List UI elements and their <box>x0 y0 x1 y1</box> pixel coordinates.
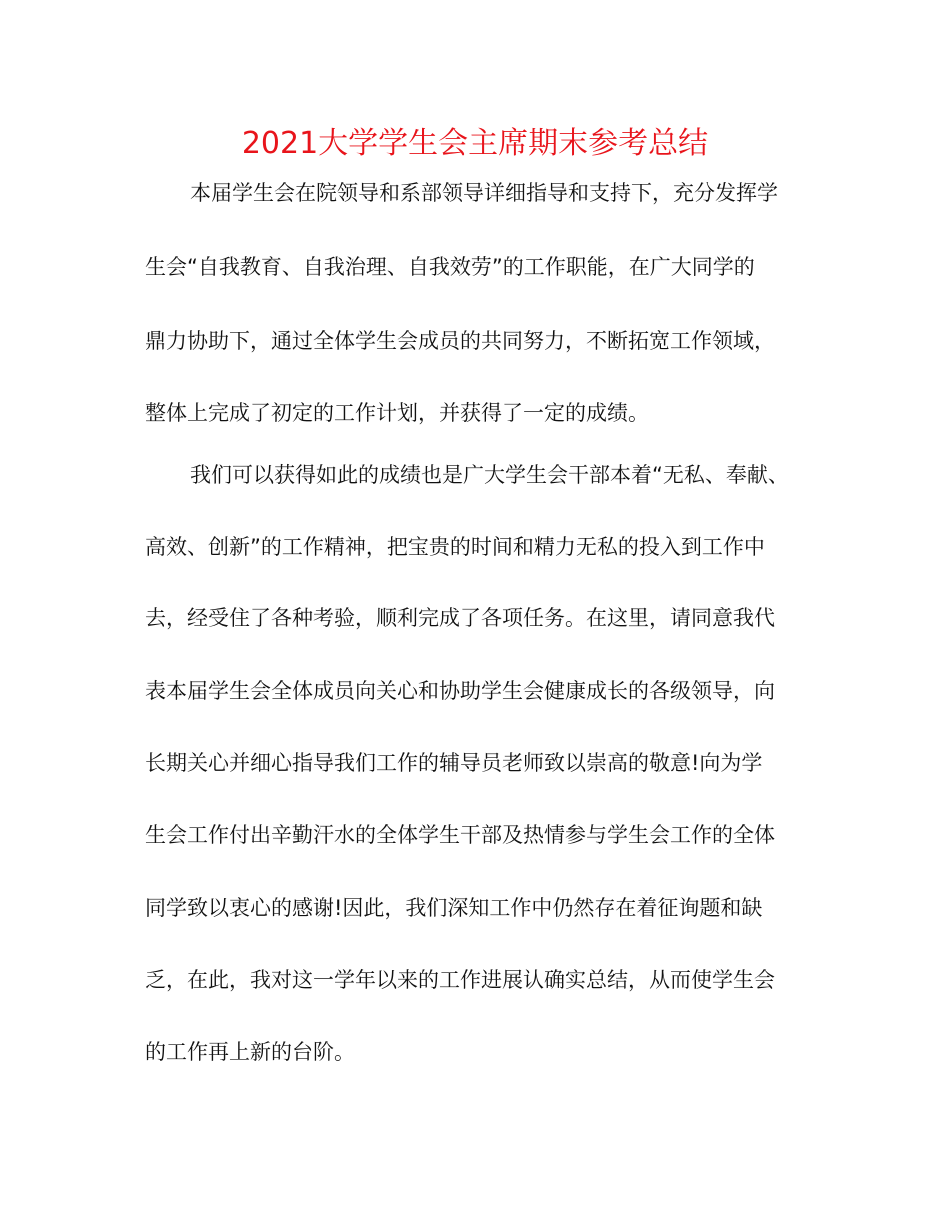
paragraph-2-line-4: 表本届学生会全体成员向关心和协助学生会健康成长的各级领导，向 <box>145 679 775 703</box>
paragraph-2-line-1: 我们可以获得如此的成绩也是广大学生会干部本着“无私、奉献、 <box>190 463 789 487</box>
paragraph-2-line-7: 同学致以衷心的感谢!因此，我们深知工作中仍然存在着征询题和缺 <box>145 896 763 920</box>
paragraph-1-line-1: 本届学生会在院领导和系部领导详细指导和支持下，充分发挥学 <box>190 181 778 205</box>
document-title: 2021大学学生会主席期末参考总结 <box>241 126 709 161</box>
paragraph-2-line-3: 去，经受住了各种考验，顺利完成了各项任务。在这里，请同意我代 <box>145 606 775 630</box>
paragraph-2-line-6: 生会工作付出辛勤汗水的全体学生干部及热情参与学生会工作的全体 <box>145 823 775 847</box>
paragraph-2-line-9: 的工作再上新的台阶。 <box>145 1040 355 1064</box>
paragraph-2-line-5: 长期关心并细心指导我们工作的辅导员老师致以崇高的敬意!向为学 <box>145 751 763 775</box>
paragraph-2-line-8: 乏，在此，我对这一学年以来的工作进展认确实总结，从而使学生会 <box>145 968 775 992</box>
paragraph-2-line-2: 高效、创新”的工作精神，把宝贵的时间和精力无私的投入到工作中 <box>145 535 765 559</box>
paragraph-1-line-2: 生会“自我教育、自我治理、自我效劳”的工作职能，在广大同学的 <box>145 255 755 279</box>
paragraph-1-line-4: 整体上完成了初定的工作计划，并获得了一定的成绩。 <box>145 401 649 425</box>
paragraph-1-line-3: 鼎力协助下，通过全体学生会成员的共同努力，不断拓宽工作领域， <box>145 329 775 353</box>
